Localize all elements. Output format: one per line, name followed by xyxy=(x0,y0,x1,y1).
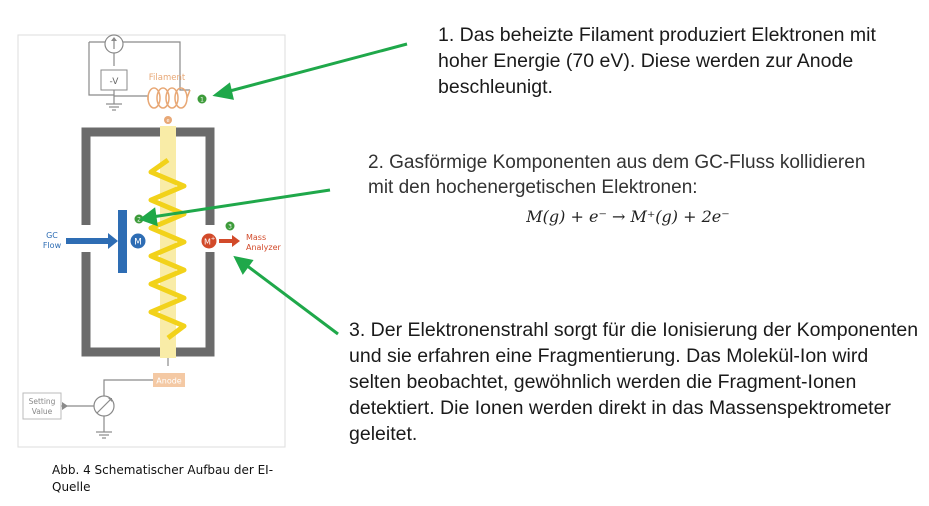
step1-text: 1. Das beheizte Filament produziert Elektronen mit hoher Energie (70 eV). Diese werden zur Anode beschleunigt. xyxy=(438,24,876,98)
anode-label: Anode xyxy=(156,376,182,386)
repeller-plate xyxy=(118,210,127,273)
step2-block xyxy=(368,150,888,229)
ion-exit-arrow xyxy=(219,239,233,243)
filament-label: Filament xyxy=(148,73,186,83)
setting-label: Setting xyxy=(28,397,56,406)
voltage-label: -V xyxy=(109,77,119,87)
ionization-equation: M(g) + e⁻ → M⁺(g) + 2e⁻ xyxy=(526,207,730,226)
ion-label: M xyxy=(204,237,211,247)
molecule-label: M xyxy=(134,237,142,248)
step3-badge-label: 3 xyxy=(228,223,232,231)
step2-badge-label: 2 xyxy=(137,216,141,224)
ion-charge-label: + xyxy=(210,236,216,242)
step3-text: 3. Der Elektronenstrahl sorgt für die Ionisierung der Komponenten und sie erfahren eine Fragmentierung. Das Molekül-Ion wird selten beobachtet, gewöhnlich werden die Fragment-Ionen detektiert. Die Ionen werden direkt in das Massenspektrometer geleitet. xyxy=(349,319,919,445)
analyzer-label: Analyzer xyxy=(246,243,281,252)
figure-caption: Abb. 4 Schematischer Aufbau der EI-Quelle xyxy=(52,463,274,494)
mass-label: Mass xyxy=(246,233,267,242)
step1-badge-label: 1 xyxy=(200,96,204,104)
gc-flow-arrow xyxy=(66,238,110,244)
value-label: Value xyxy=(31,407,53,416)
flow-label: Flow xyxy=(42,241,62,250)
step2-text: 2. Gasförmige Komponenten aus dem GC-Fluss kollidieren mit den hochenergetischen Elektronen: xyxy=(368,152,866,198)
svg-text:e: e xyxy=(166,118,170,124)
gc-label: GC xyxy=(46,231,58,240)
